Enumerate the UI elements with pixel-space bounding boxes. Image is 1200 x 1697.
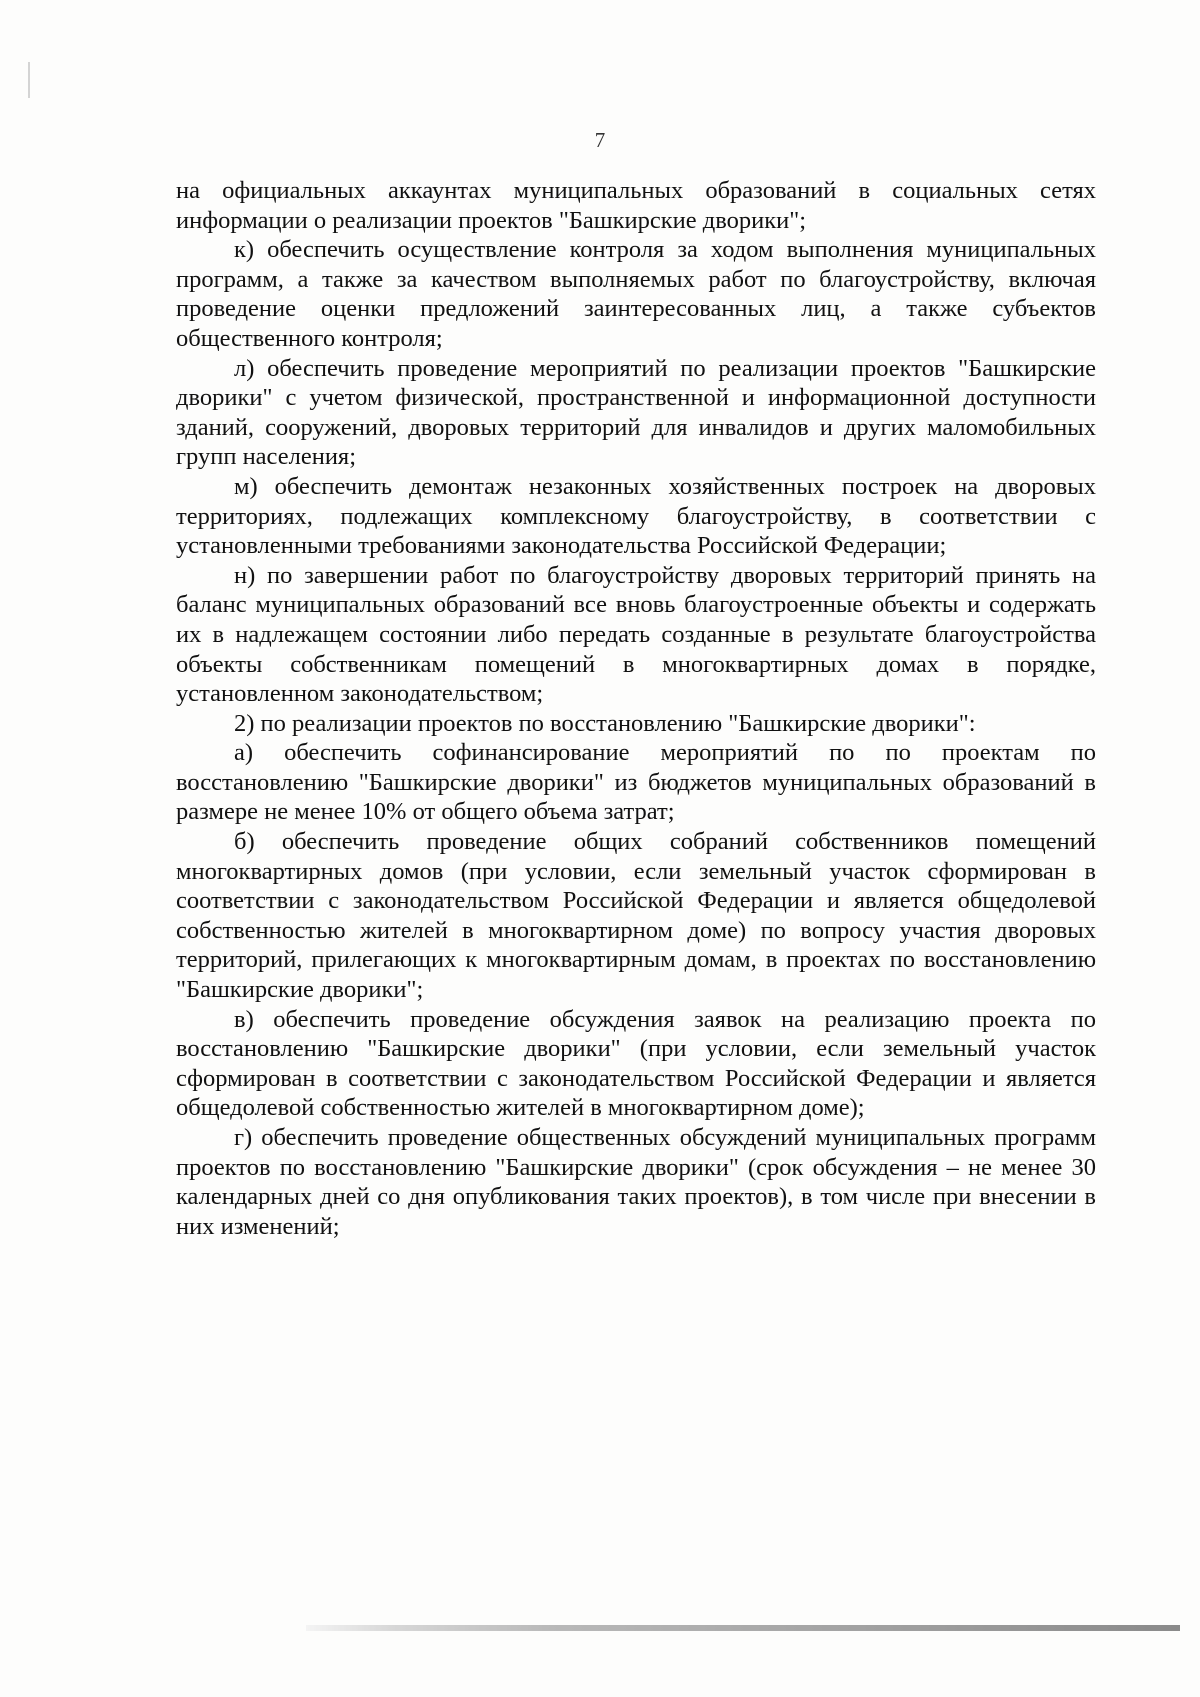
paragraph-item-v: в) обеспечить проведение обсуждения заявок на реализацию проекта по восстановлению "Башкирские дворики" (при условии, если земельный участок сформирован в соответствии с законодательством Российской Федерации и является общедолевой собственностью жителей в многоквартирном доме); (176, 1005, 1096, 1122)
scan-edge-mark (28, 62, 30, 98)
paragraph-item-b: б) обеспечить проведение общих собраний собственников помещений многоквартирных домов (при условии, если земельный участок сформирован в соответствии с законодательством Российской Федерации и является общедолевой собственностью жителей в многоквартирном доме) по вопросу участия дворовых территорий, прилегающих к многоквартирным домам, в проектах по восстановлению "Башкирские дворики"; (176, 828, 1096, 1004)
paragraph-continuation: на официальных аккаунтах муниципальных образований в социальных сетях информации о реализации проектов "Башкирские дворики"; (176, 177, 1096, 234)
paragraph-item-a: а) обеспечить софинансирование мероприятий по по проектам по восстановлению "Башкирские дворики" из бюджетов муниципальных образований в размере не менее 10% от общего объема затрат; (176, 739, 1096, 826)
paragraph-item-n: н) по завершении работ по благоустройству дворовых территорий принять на баланс муниципальных образований все вновь благоустроенные объекты и содержать их в надлежащем состоянии либо передать созданные в результате благоустройства объекты собственникам помещений в многоквартирных домах в порядке, установленном законодательством; (176, 561, 1096, 708)
scan-bottom-stripe (306, 1625, 1180, 1631)
paragraph-section-2: 2) по реализации проектов по восстановлению "Башкирские дворики": (234, 709, 976, 737)
paragraph-item-g: г) обеспечить проведение общественных обсуждений муниципальных программ проектов по восстановлению "Башкирские дворики" (срок обсуждения – не менее 30 календарных дней со дня опубликования таких проектов), в том числе при внесении в них изменений; (176, 1124, 1096, 1240)
paragraph-item-l: л) обеспечить проведение мероприятий по реализации проектов "Башкирские дворики" с учетом физической, пространственной и информационной доступности зданий, сооружений, дворовых территорий для инвалидов и других маломобильных групп населения; (176, 354, 1096, 471)
page-number: 7 (594, 128, 606, 152)
paragraph-item-m: м) обеспечить демонтаж незаконных хозяйственных построек на дворовых территориях, подлежащих комплексному благоустройству, в соответствии с установленными требованиями законодательства Российской Федерации; (176, 472, 1096, 560)
paragraph-item-k: к) обеспечить осуществление контроля за ходом выполнения муниципальных программ, а также за качеством выполняемых работ по благоустройству, включая проведение оценки предложений заинтересованных лиц, а также субъектов общественного контроля; (176, 236, 1096, 352)
document-body (176, 176, 1096, 1241)
